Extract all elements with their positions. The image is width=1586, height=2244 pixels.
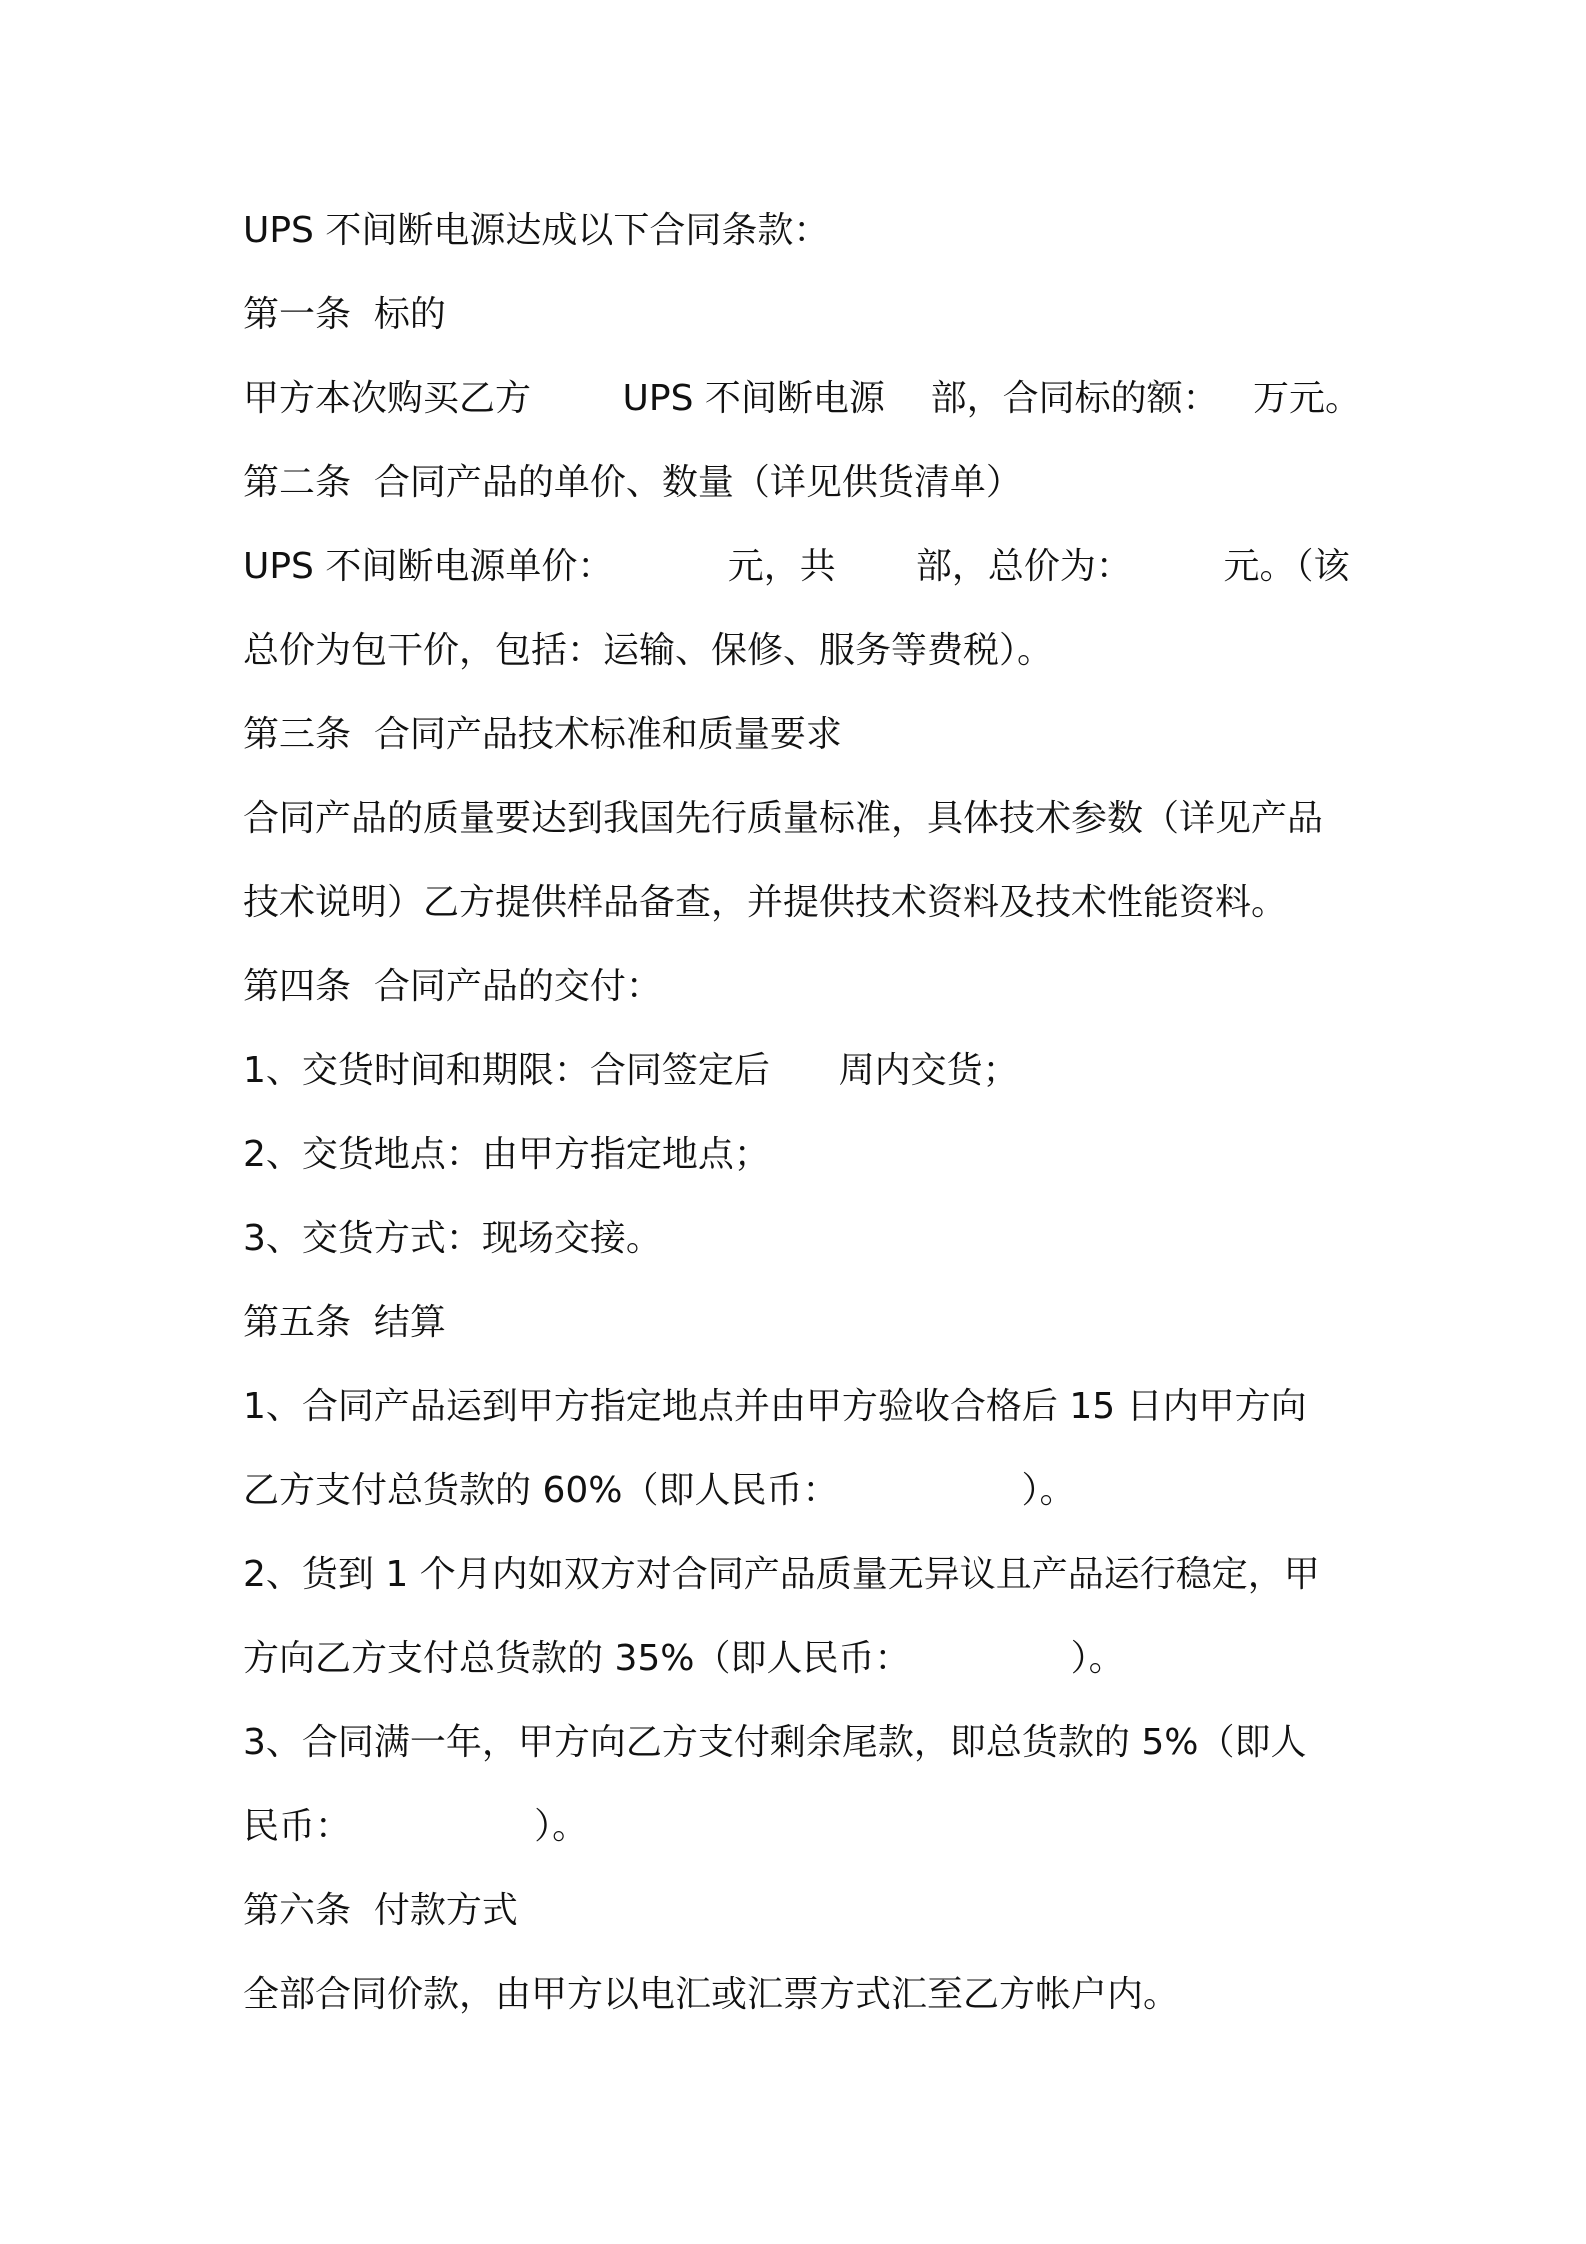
article-2-text-line-2: 总价为包干价，包括：运输、保修、服务等费税）。 — [243, 630, 1054, 671]
article-2-heading: 第二条 合同产品的单价、数量（详见供货清单） — [243, 462, 1022, 503]
article-2-text-line-1: UPS 不间断电源单价： 元，共 部，总价为： 元。（该 — [243, 546, 1350, 587]
article-3-heading: 第三条 合同产品技术标准和质量要求 — [243, 714, 842, 755]
intro-line: UPS 不间断电源达成以下合同条款： — [243, 210, 830, 251]
contract-body — [243, 196, 1363, 2044]
article-5-item-3-line-1: 3、合同满一年，甲方向乙方支付剩余尾款，即总货款的 5%（即人 — [243, 1722, 1307, 1763]
article-5-item-1-line-2: 乙方支付总货款的 60%（即人民币： ）。 — [243, 1470, 1076, 1511]
article-1-heading: 第一条 标的 — [243, 294, 446, 335]
article-4-item-1: 1、交货时间和期限：合同签定后 周内交货； — [243, 1050, 1019, 1091]
article-6-text: 全部合同价款，由甲方以电汇或汇票方式汇至乙方帐户内。 — [243, 1974, 1180, 2015]
article-5-item-1-line-1: 1、合同产品运到甲方指定地点并由甲方验收合格后 15 日内甲方向 — [243, 1386, 1307, 1427]
article-6-heading: 第六条 付款方式 — [243, 1890, 518, 1931]
article-5-item-2-line-1: 2、货到 1 个月内如双方对合同产品质量无异议且产品运行稳定，甲 — [243, 1554, 1320, 1595]
article-5-item-3-line-2: 民币： ）。 — [243, 1806, 589, 1847]
article-1-text: 甲方本次购买乙方 UPS 不间断电源 部，合同标的额： 万元。 — [243, 378, 1362, 419]
article-5-item-2-line-2: 方向乙方支付总货款的 35%（即人民币： ）。 — [243, 1638, 1125, 1679]
article-4-item-2: 2、交货地点：由甲方指定地点； — [243, 1134, 770, 1175]
article-4-item-3: 3、交货方式：现场交接。 — [243, 1218, 662, 1259]
article-3-text-line-1: 合同产品的质量要达到我国先行质量标准，具体技术参数（详见产品 — [243, 798, 1324, 839]
article-3-text-line-2: 技术说明）乙方提供样品备查，并提供技术资料及技术性能资料。 — [243, 882, 1288, 923]
article-5-heading: 第五条 结算 — [243, 1302, 446, 1343]
article-4-heading: 第四条 合同产品的交付： — [243, 966, 662, 1007]
